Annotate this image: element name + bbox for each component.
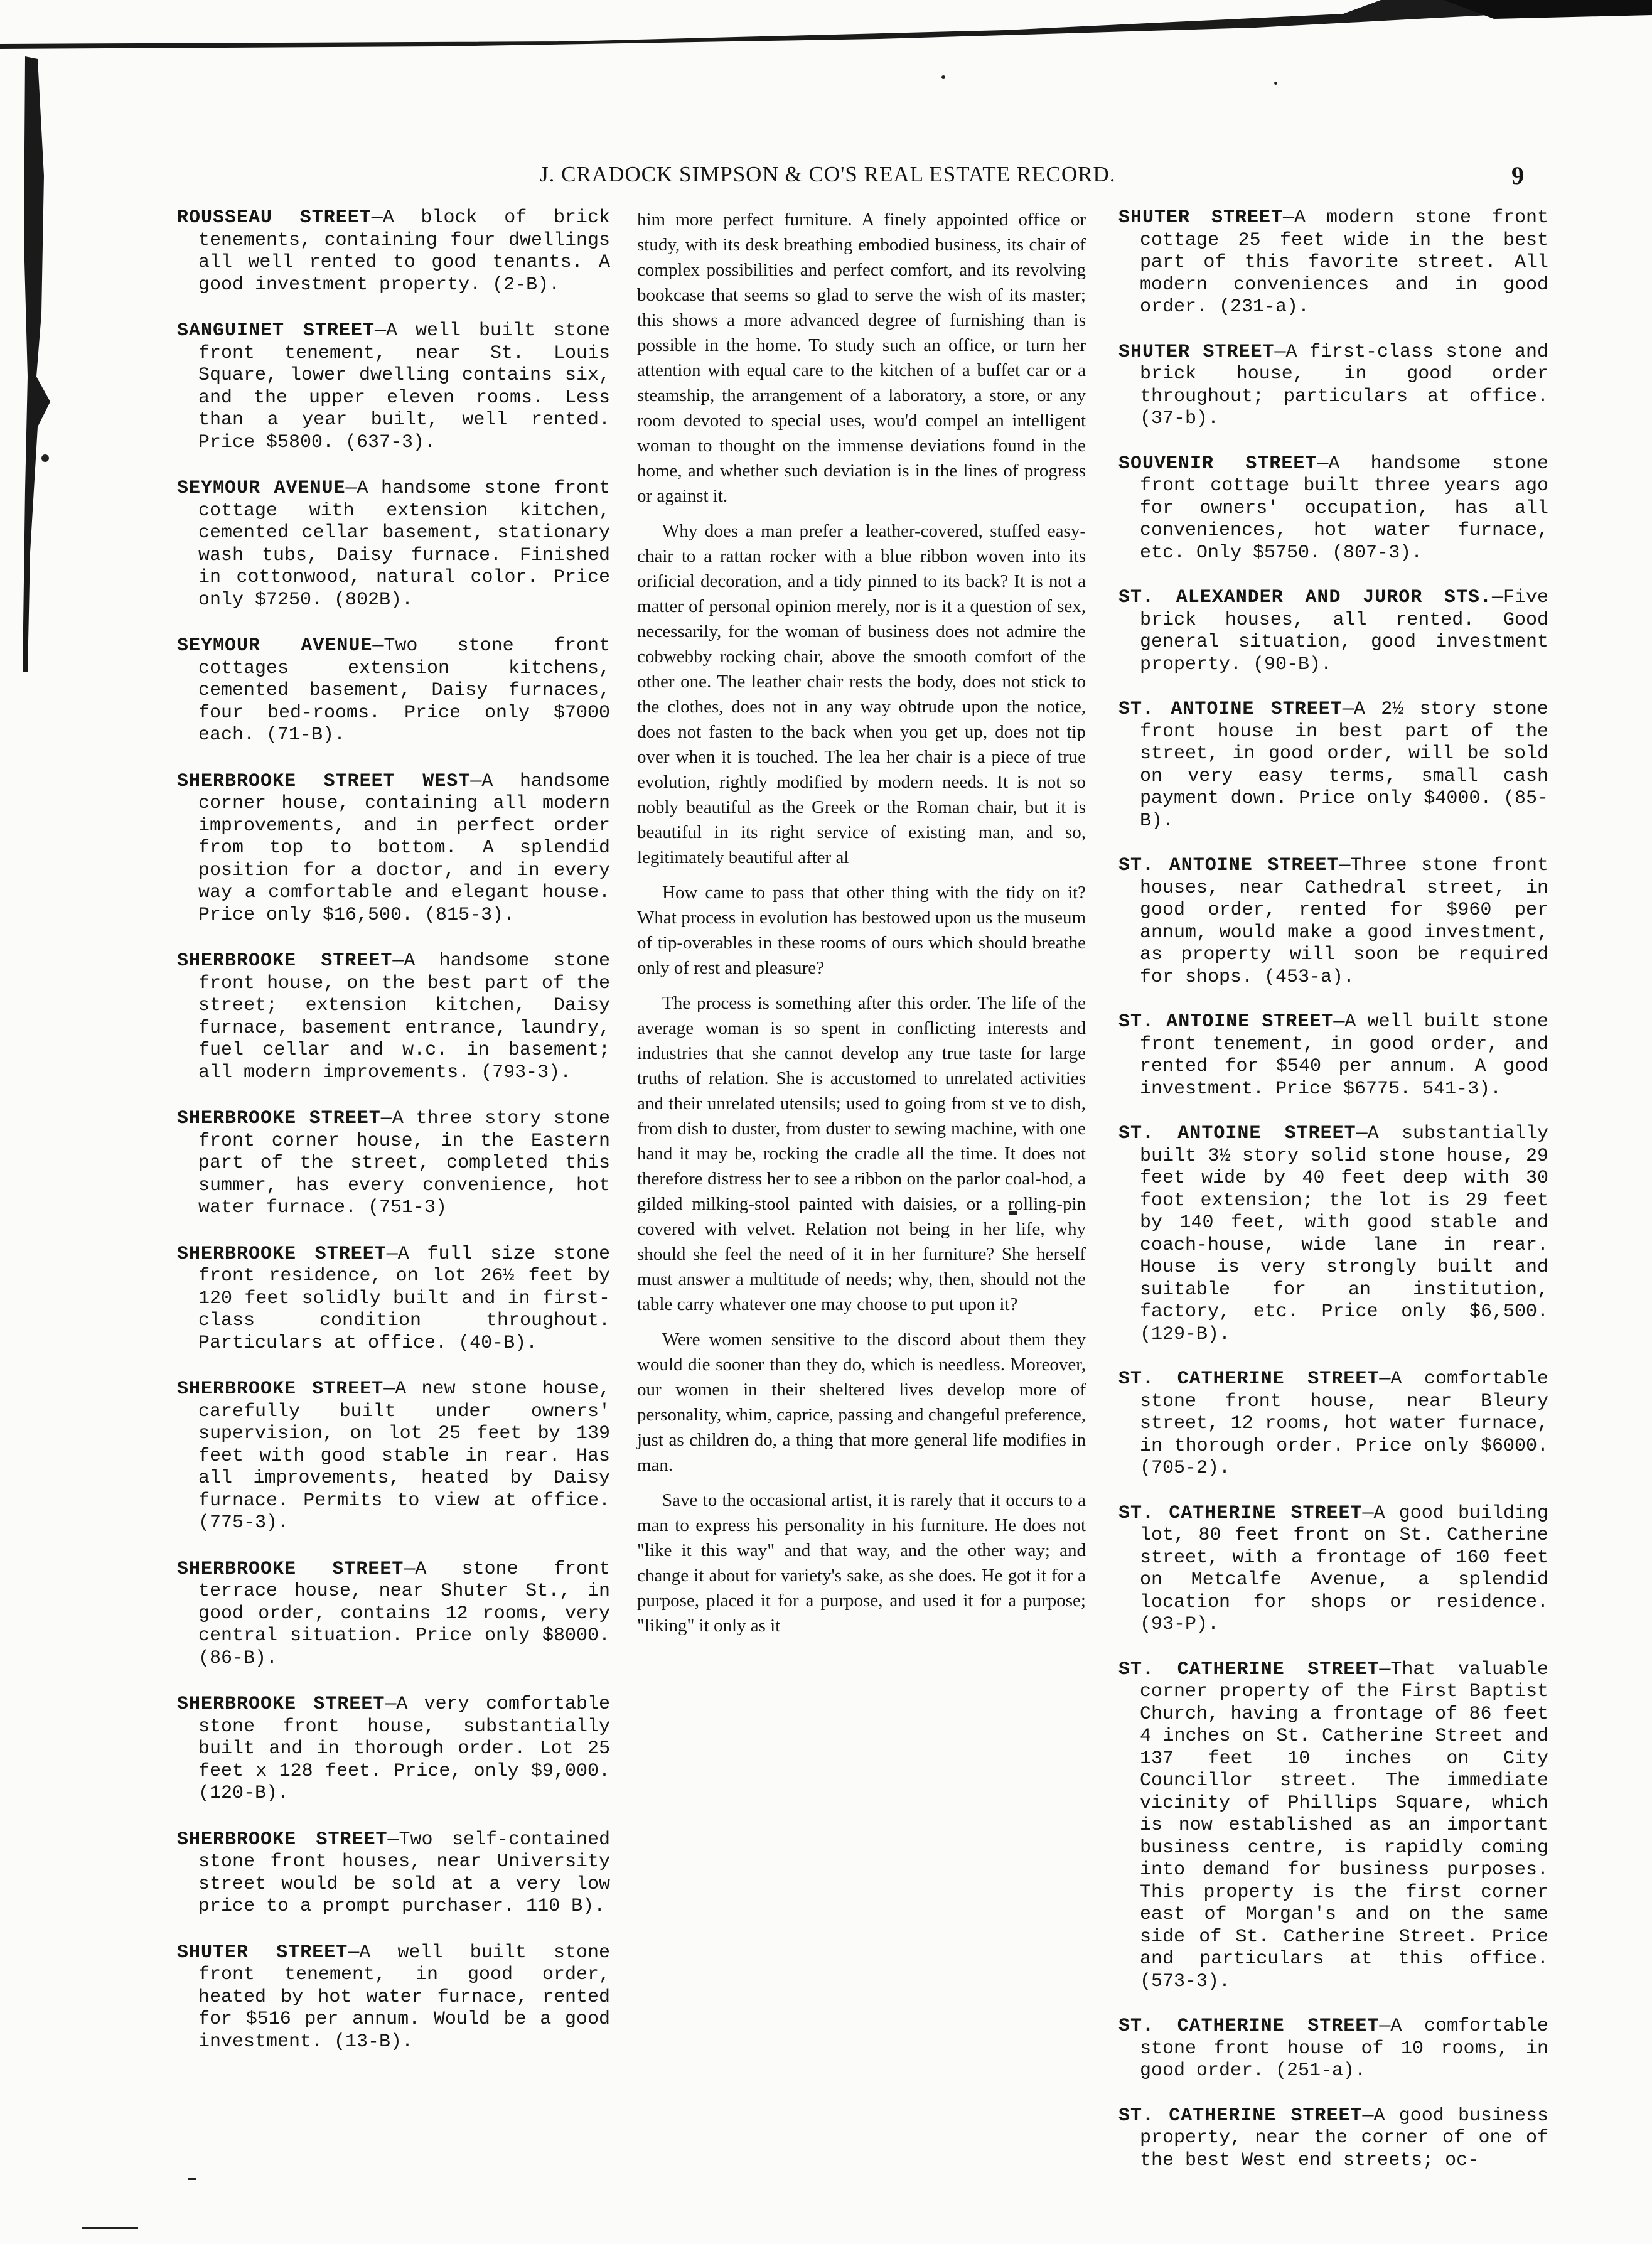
article-paragraph: The process is something after this order. The life of the average woman is so spent in conflicting interests and industries that she cannot develop any true taste for large truths of relation. She is accustomed to unrelated activities and their unrelated utensils; used to going from st ve to dish, from dish to duster, from duster to sewing machine, with one hand it may be, rocking the cradle all the time. It does not therefore distress her to see a ribbon on the parlor coal-hod, a gilded milking-stool painted with daisies, or a rolling-pin covered with velvet. Relation not being in her life, why should she feel the need of it in her furniture? She herself must answer a multitude of needs; why, then, should not the table carry whatever one may choose to put upon it? xyxy=(637,993,1086,1314)
listing-text: —Two stone front cottages extension kitchens, cemented basement, Daisy furnaces, four bed-rooms. Price only $7000 each. (71-B). xyxy=(198,635,610,746)
listing-heading: ST. CATHERINE STREET xyxy=(1118,1502,1363,1524)
listing-heading: ST. CATHERINE STREET xyxy=(1118,1658,1380,1680)
listing-text: —A block of brick tenements, containing four dwellings all well rented to good tenants. A good investment property. (2-B). xyxy=(198,207,610,296)
listing-text: —A very comfortable stone front house, substantially built and in thorough order. Lot 25 feet x 128 feet. Price, only $9,000. (120-B). xyxy=(198,1694,610,1804)
article-column xyxy=(637,207,1086,1648)
listing-entry xyxy=(177,771,610,927)
listing-text: —A handsome stone front cottage built three years ago for owners' occupation, has all conveniences, hot water furnace, etc. Only $5750. (807-3). xyxy=(1140,453,1548,564)
listing-entry xyxy=(1118,1123,1548,1346)
listing-entry xyxy=(1118,453,1548,565)
listing-heading: SEYMOUR AVENUE xyxy=(177,478,346,499)
listing-heading: ST. CATHERINE STREET xyxy=(1118,2105,1363,2127)
listing-heading: ST. ALEXANDER AND JUROR STS. xyxy=(1118,587,1492,608)
listing-entry xyxy=(177,320,610,454)
listing-text: —A good building lot, 80 feet front on St. Catherine street, with a frontage of 160 feet on Metcalfe Avenue, a splendid location for shops or residence. (93-P). xyxy=(1140,1502,1549,1635)
listing-heading: SHERBROOKE STREET xyxy=(177,950,393,972)
listing-entry xyxy=(1118,699,1548,832)
listing-heading: SHUTER STREET xyxy=(1118,207,1284,228)
listing-entry xyxy=(1118,1659,1548,1994)
listing-heading: SHUTER STREET xyxy=(1118,341,1275,363)
listing-heading: SOUVENIR STREET xyxy=(1118,453,1317,475)
listing-heading: SHERBROOKE STREET xyxy=(177,1558,404,1580)
article-paragraph: Save to the occasional artist, it is rarely that it occurs to a man to express his personality in his furniture. He does not "like it this way" and that way, and the other way; and change it about for variety's sake, as she does. He got it for a purpose, placed it for a purpose, and used it for a purpose; "liking" it only as it xyxy=(637,1490,1086,1636)
listing-entry xyxy=(177,635,610,747)
listing-entry xyxy=(1118,341,1548,431)
listing-entry xyxy=(177,1942,610,2054)
listing-heading: SHERBROOKE STREET xyxy=(177,1378,384,1400)
listing-text: —Three stone front houses, near Cathedral street, in good order, rented for $960 per annum, would make a good investment, as property will soon be required for shops. (453-a). xyxy=(1140,855,1548,988)
listing-heading: ROUSSEAU STREET xyxy=(177,207,372,228)
listing-text: —That valuable corner property of the First Baptist Church, having a frontage of 86 feet 4 inches on St. Catherine Street and 137 feet 10 inches on City Councillor street. The immediate vicinity of Phillips Square, which is now established as an important business centre, is rapidly coming into demand for business purposes. This property is the first corner east of Morgan's and on the same side of St. Catherine Street. Price and particulars at this office. (573-3). xyxy=(1140,1658,1548,1992)
listing-text: —A 2½ story stone front house in best part of the street, in good order, will be sold on very easy terms, small cash payment down. Price only $4000. (85-B). xyxy=(1140,699,1548,832)
listing-text: —A handsome stone front cottage with extension kitchen, cemented cellar basement, stationary wash tubs, Daisy furnace. Finished in cottonwood, natural color. Price only $7250. (802B). xyxy=(198,478,610,611)
scan-speck xyxy=(941,75,945,79)
listing-entry xyxy=(1118,207,1548,319)
listing-heading: ST. CATHERINE STREET xyxy=(1118,1368,1380,1390)
article-paragraph: him more perfect furniture. A finely appointed office or study, with its desk breathing embodied business, its chair of complex possibilities and perfect comfort, and its revolving bookcase that seems so glad to serve the wish of its master; this shows a more advanced degree of furnishing than is possible in the home. To study such an office, or turn her attention with equal care to the kitchen of a buffet car or a steamship, the arrangement of a laboratory, a store, or any room devoted to special uses, wou'd compel an intelligent woman to thought on the immense deviations found in the home, and whether such deviation is in the lines of progress or against it. xyxy=(637,210,1086,506)
listing-entry xyxy=(177,1829,610,1918)
listing-heading: ST. CATHERINE STREET xyxy=(1118,2016,1380,2037)
listing-text: —A well built stone front tenement, near St. Louis Square, lower dwelling contains six, and the upper eleven rooms. Less than a year built, well rented. Price $5800. (637-3). xyxy=(198,320,611,453)
listing-heading: SHERBROOKE STREET xyxy=(177,1243,387,1265)
listing-text: —Five brick houses, all rented. Good general situation, good investment property. (90-B). xyxy=(1140,587,1548,675)
listing-entry xyxy=(177,1243,610,1355)
listing-heading: ST. ANTOINE STREET xyxy=(1118,855,1339,876)
listing-heading: ST. ANTOINE STREET xyxy=(1118,699,1343,720)
listing-heading: SHERBROOKE STREET xyxy=(177,1828,388,1850)
listing-text: —A three story stone front corner house, in the Eastern part of the street, completed this summer, has every convenience, hot water furnace. (751-3) xyxy=(198,1108,610,1218)
listing-entry xyxy=(1118,2016,1548,2083)
listing-text: —A modern stone front cottage 25 feet wide in the best part of this favorite street. All modern conveniences and in good order. (231-a). xyxy=(1140,207,1548,318)
listing-heading: SEYMOUR AVENUE xyxy=(177,635,373,657)
listing-entry xyxy=(177,950,610,1084)
page-header: J. CRADOCK SIMPSON & CO'S REAL ESTATE RECORD. xyxy=(540,162,1116,186)
listing-heading: SHERBROOKE STREET xyxy=(177,1694,385,1715)
listing-heading: ST. ANTOINE STREET xyxy=(1118,1123,1356,1144)
listing-text: —A well built stone front tenement, in good order, heated by hot water furnace, rented for $516 per annum. Would be a good investment. (13-B). xyxy=(198,1941,610,2053)
article-paragraph: How came to pass that other thing with the tidy on it? What process in evolution has bestowed upon us the museum of tip-overables in these rooms of ours which should breathe only of rest and pleasure? xyxy=(637,883,1086,978)
listing-text: —A new stone house, carefully built under owners' supervision, on lot 25 feet by 139 feet with good stable in rear. Has all improvements, heated by Daisy furnace. Permits to view at office. (775-3). xyxy=(198,1378,610,1533)
listing-heading: SHERBROOKE STREET xyxy=(177,1108,381,1129)
listing-entry xyxy=(177,478,610,611)
listing-text: —A comfortable stone front house, near Bleury street, 12 rooms, hot water furnace, in thorough order. Price only $6000. (705-2). xyxy=(1140,1368,1548,1479)
article-paragraph: Were women sensitive to the discord about them they would die sooner than they do, which is needless. Moreover, our women in their sheltered lives develop more of personality, whim, caprice, passing and changeful preference, just as children do, a thing that more general life modifies in man. xyxy=(637,1329,1086,1475)
listing-entry xyxy=(1118,855,1548,989)
scan-speck xyxy=(82,2227,138,2229)
listing-text: —A first-class stone and brick house, in good order throughout; particulars at office. (37-b). xyxy=(1140,341,1548,429)
listing-heading: SHERBROOKE STREET WEST xyxy=(177,770,471,792)
listings-left-column xyxy=(177,207,610,2077)
page-number: 9 xyxy=(1511,161,1524,190)
listing-text: —A well built stone front tenement, in good order, and rented for $540 per annum. A good investment. Price $6775. 541-3). xyxy=(1140,1011,1548,1100)
listing-entry xyxy=(1118,1368,1548,1480)
listing-entry xyxy=(1118,587,1548,676)
listing-entry xyxy=(177,207,610,296)
listing-text: —A stone front terrace house, near Shuter St., in good order, contains 12 rooms, very central situation. Price only $8000. (86-B). xyxy=(198,1558,610,1669)
listing-heading: SHUTER STREET xyxy=(177,1941,348,1963)
listing-heading: ST. ANTOINE STREET xyxy=(1118,1011,1334,1033)
listing-text: —A handsome stone front house, on the best part of the street; extension kitchen, Daisy furnace, basement entrance, laundry, fuel cellar and w.c. in basement; all modern improvements. (793-3). xyxy=(198,950,610,1083)
listing-entry xyxy=(1118,1503,1548,1636)
listing-heading: SANGUINET STREET xyxy=(177,320,375,341)
scan-left-edge xyxy=(0,50,88,678)
listing-text: —A good business property, near the corner of one of the best West end streets; oc- xyxy=(1140,2105,1549,2171)
article-paragraph: Why does a man prefer a leather-covered, stuffed easy-chair to a rattan rocker with a blue ribbon woven into its orificial decoration, and a tidy pinned to its back? It is not a matter of personal opinion merely, nor is it a question of sex, necessarily, for the woman of business does not admire the cobwebby rocking chair, above the smooth comfort of the other one. The leather chair rests the body, does not stick to the clothes, does not in any way obtrude upon the notice, does not fasten to the back when you get up, does not tip over when it is touched. The lea her chair is a piece of true evolution, rightly modified by modern needs. It is not so nobly beautiful as the Greek or the Roman chair, but it is beautiful in its right service of existing man, and so, legitimately beautiful after al xyxy=(637,521,1086,867)
listing-entry xyxy=(177,1378,610,1535)
listing-text: —A handsome corner house, containing all modern improvements, and in perfect order from top to bottom. A splendid position for a doctor, and in every way a comfortable and elegant house. Price only $16,500. (815-3). xyxy=(198,770,610,926)
scan-top-border xyxy=(0,0,1652,58)
listing-text: —A comfortable stone front house of 10 rooms, in good order. (251-a). xyxy=(1140,2016,1548,2081)
listing-entry xyxy=(177,1108,610,1220)
listing-text: —A full size stone front residence, on lot 26½ feet by 120 feet solidly built and in first-class condition throughout. Particulars at office. (40-B). xyxy=(198,1243,610,1354)
listing-entry xyxy=(1118,1011,1548,1100)
listings-right-column xyxy=(1118,207,1548,2194)
scan-speck xyxy=(188,2178,196,2180)
listing-entry xyxy=(1118,2105,1548,2172)
scan-speck xyxy=(1274,82,1277,85)
listing-entry xyxy=(177,1559,610,1670)
listing-text: —Two self-contained stone front houses, near University street would be sold at a very low price to a prompt purchaser. 110 B). xyxy=(198,1828,610,1917)
listing-entry xyxy=(177,1694,610,1805)
listing-text: —A substantially built 3½ story solid stone house, 29 feet wide by 40 feet deep with 30 foot extension; the lot is 29 feet by 140 feet, with good stable and coach-house, wide lane in rear. House is very strongly built and suitable for an institution, factory, etc. Price only $6,500. (129-B). xyxy=(1140,1123,1548,1345)
